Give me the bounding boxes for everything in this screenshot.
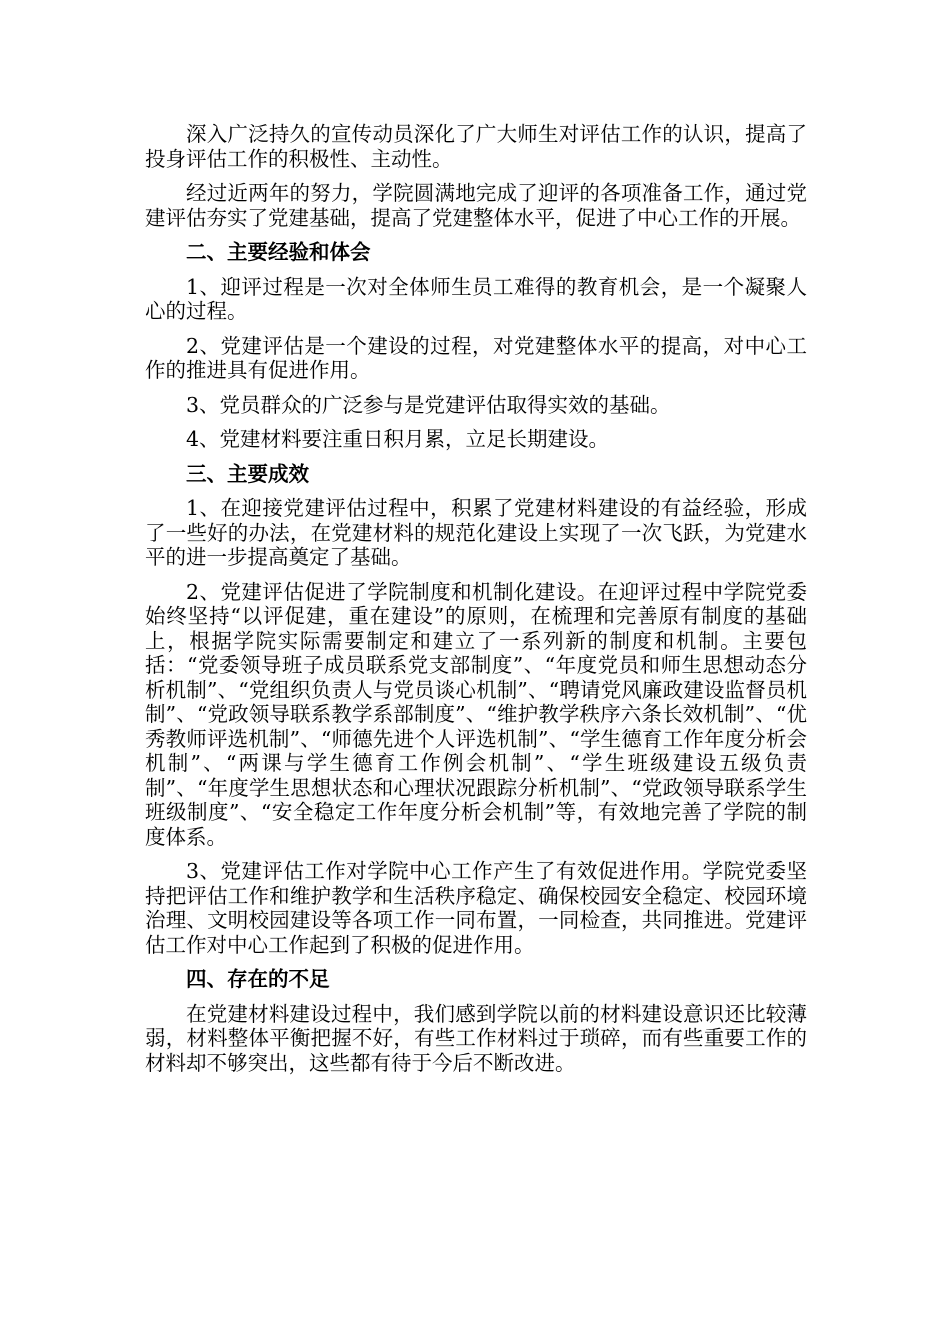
paragraph: 在党建材料建设过程中，我们感到学院以前的材料建设意识还比较薄弱，材料整体平衡把握不好，有些工作材料过于琐碎，而有些重要工作的材料却不够突出，这些都有待于今后不断改进。 [145, 1001, 807, 1075]
paragraph: 1、迎评过程是一次对全体师生员工难得的教育机会，是一个凝聚人心的过程。 [145, 274, 807, 323]
document-page [145, 122, 807, 1085]
paragraph: 3、党员群众的广泛参与是党建评估取得实效的基础。 [186, 392, 671, 417]
paragraph: 2、党建评估促进了学院制度和机制化建设。在迎评过程中学院党委始终坚持“以评促建，重在建设”的原则，在梳理和完善原有制度的基础上，根据学院实际需要制定和建立了一系列新的制度和机制。主要包括：“党委领导班子成员联系党支部制度”、“年度党员和师生思想动态分析机制”、“党组织负责人与党员谈心机制”、“聘请党风廉政建设监督员机制”、“党政领导联系教学系部制度”、“维护教学秩序六条长效机制”、“优秀教师评选机制”、“师德先进个人评选机制”、“学生德育工作年度分析会机制”、“两课与学生德育工作例会机制”、“学生班级建设五级负责制”、“年度学生思想状态和心理状况跟踪分析机制”、“党政领导联系学生班级制度”、“安全稳定工作年度分析会机制”等，有效地完善了学院的制度体系。 [145, 579, 807, 849]
paragraph: 深入广泛持久的宣传动员深化了广大师生对评估工作的认识，提高了投身评估工作的积极性、主动性。 [145, 122, 807, 171]
paragraph: 3、党建评估工作对学院中心工作产生了有效促进作用。学院党委坚持把评估工作和维护教学和生活秩序稳定、确保校园安全稳定、校园环境治理、文明校园建设等各项工作一同布置，一同检查，共同推进。党建评估工作对中心工作起到了积极的促进作用。 [145, 859, 807, 957]
section-heading: 三、主要成效 [186, 461, 309, 486]
paragraph: 1、在迎接党建评估过程中，积累了党建材料建设的有益经验，形成了一些好的办法，在党建材料的规范化建设上实现了一次飞跃，为党建水平的进一步提高奠定了基础。 [145, 496, 807, 569]
paragraph: 2、党建评估是一个建设的过程，对党建整体水平的提高，对中心工作的推进具有促进作用。 [145, 333, 807, 382]
section-heading: 二、主要经验和体会 [186, 240, 371, 264]
paragraph: 4、党建材料要注重日积月累，立足长期建设。 [186, 427, 610, 451]
section-heading: 四、存在的不足 [186, 967, 330, 991]
paragraph: 经过近两年的努力，学院圆满地完成了迎评的各项准备工作，通过党建评估夯实了党建基础，提高了党建整体水平，促进了中心工作的开展。 [145, 181, 807, 230]
